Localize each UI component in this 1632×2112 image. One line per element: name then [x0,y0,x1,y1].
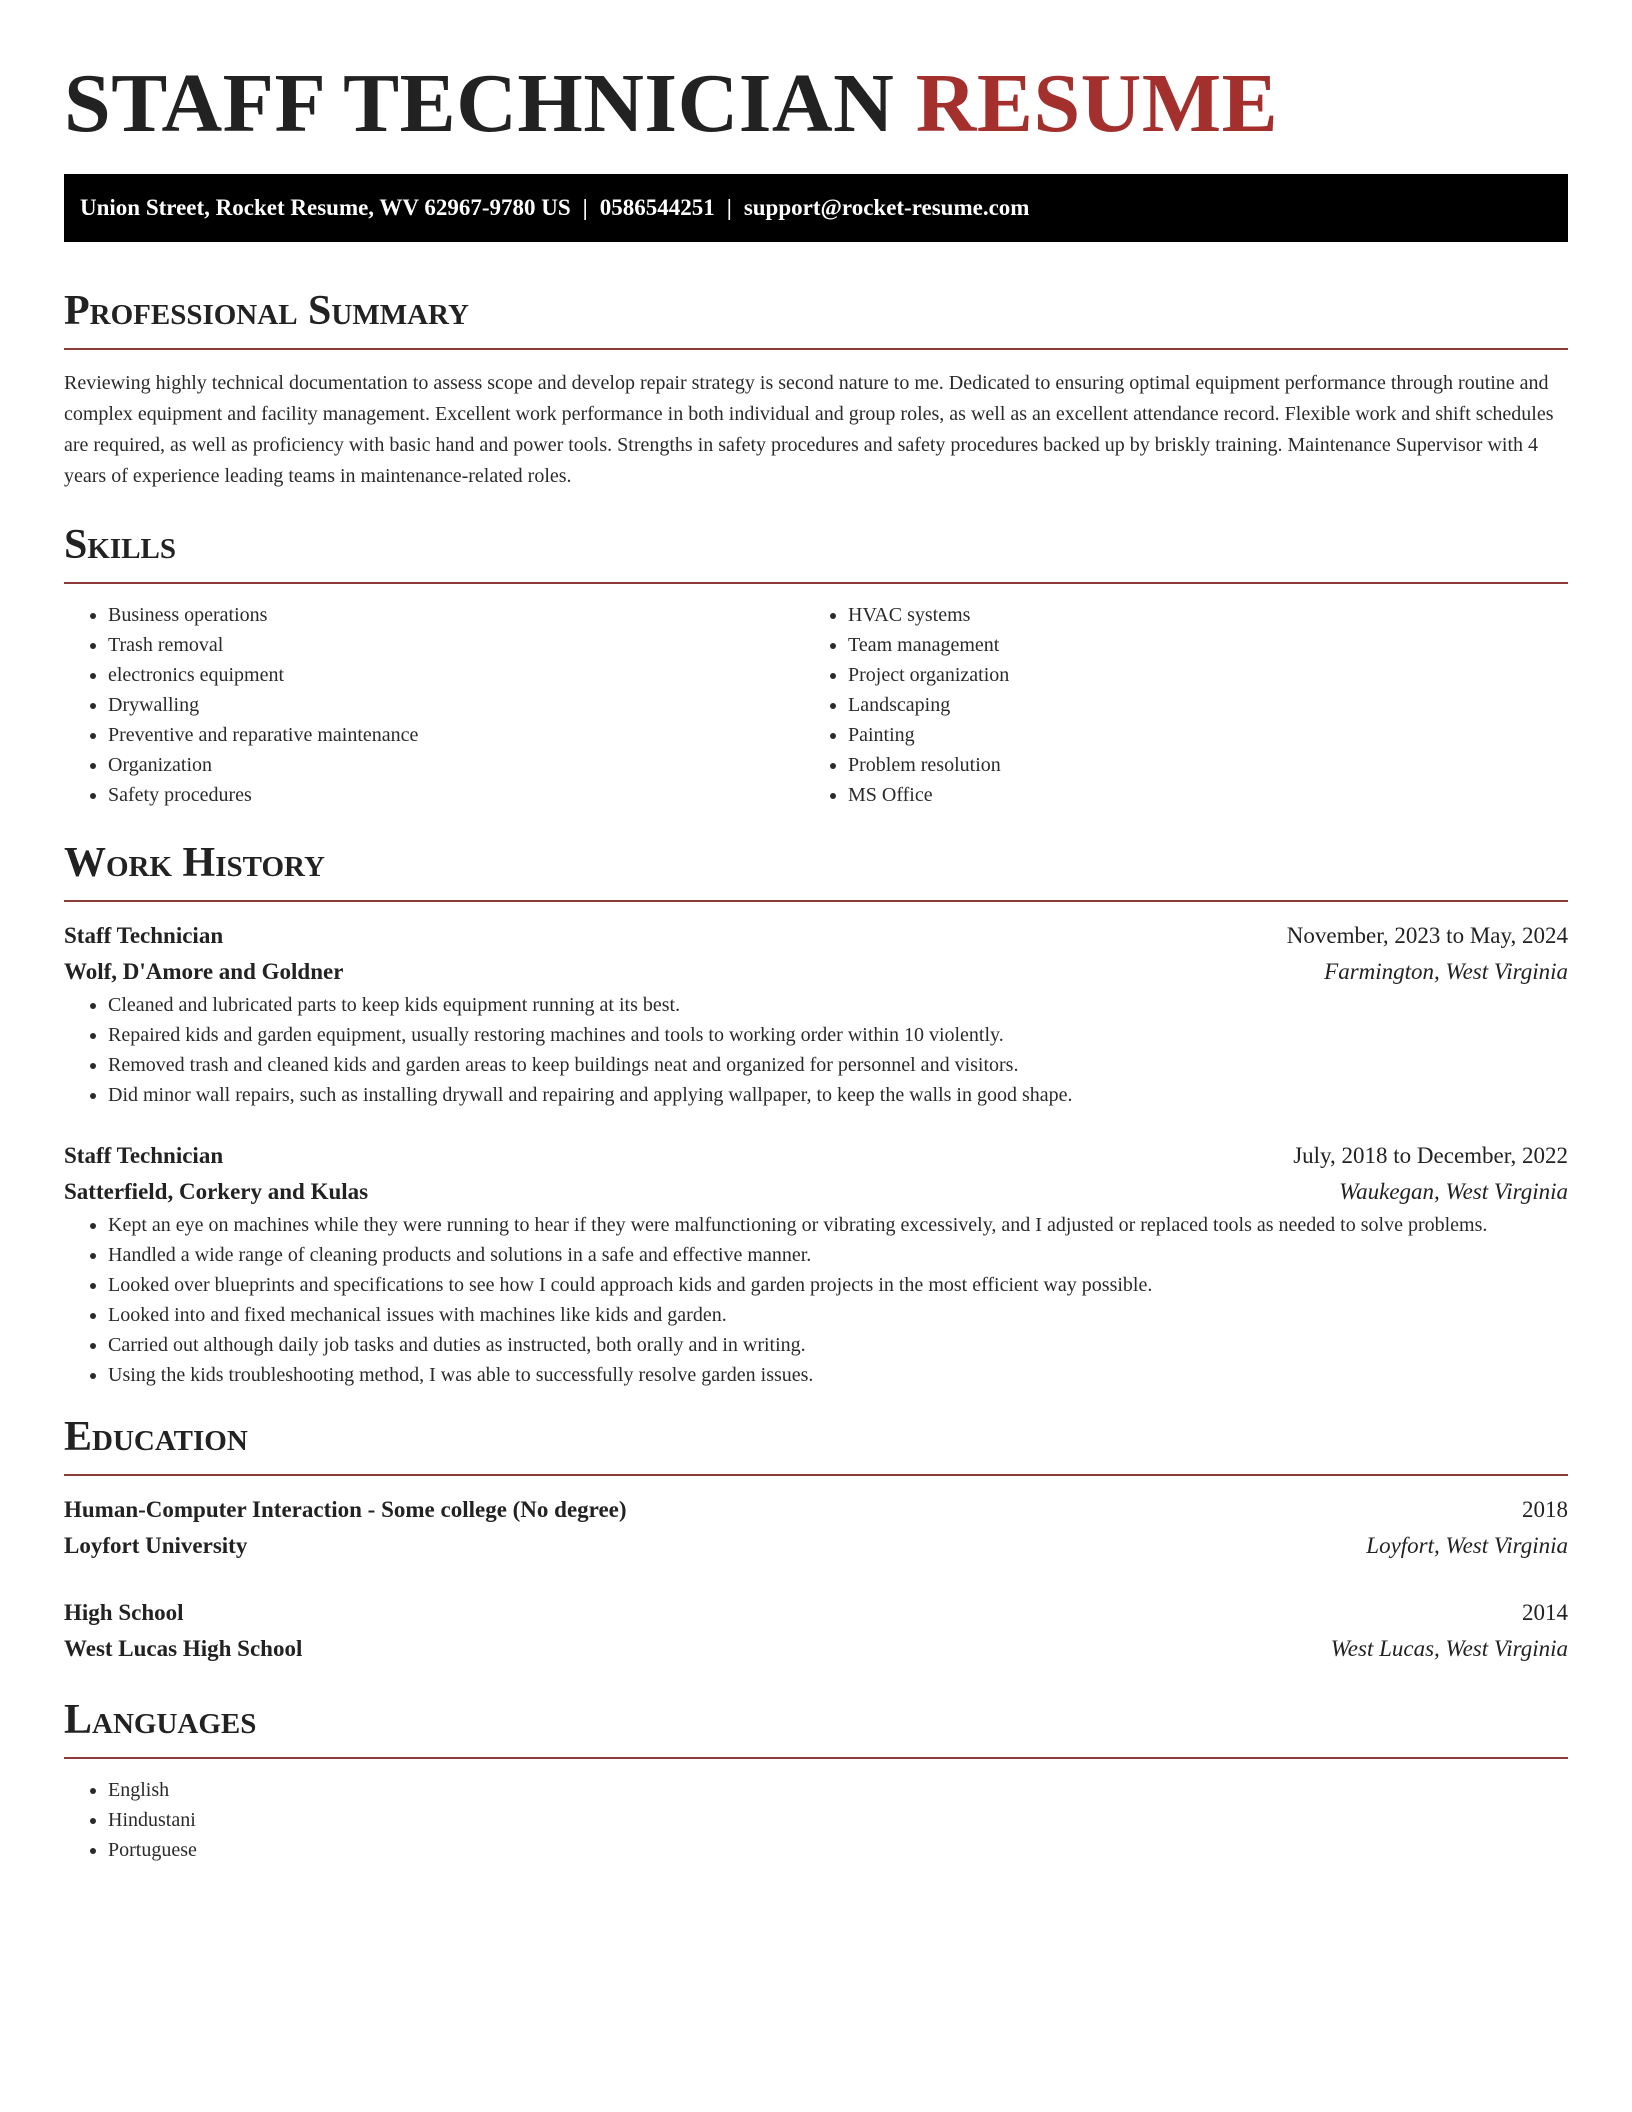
job-dates: November, 2023 to May, 2024 [1286,923,1568,948]
education-entry [64,1595,1568,1667]
education-section [64,1412,1568,1667]
contact-bar [64,174,1568,242]
language-item: • Hindustani [108,1805,1568,1835]
job-entry [64,918,1568,1110]
skills-list-left [64,600,804,810]
job-entry [64,1138,1568,1390]
education-school: West Lucas High School [64,1636,303,1661]
section-heading-summary: Professional Summary [64,288,469,334]
contact-address: Union Street, Rocket Resume, WV 62967-9780 US [80,195,571,220]
skills-grid [64,600,1568,810]
contact-separator: | [726,195,732,220]
job-location: Waukegan, West Virginia [1339,1179,1568,1204]
skill-item: • Business operations [108,600,804,630]
section-divider [64,1474,1568,1476]
language-item: • English [108,1775,1568,1805]
title-accent: RESUME [915,57,1279,150]
languages-section [64,1695,1568,1865]
work-history-section [64,838,1568,1390]
job-dates: July, 2018 to December, 2022 [1293,1143,1568,1168]
skill-item: • Preventive and reparative maintenance [108,720,804,750]
job-duty: • Handled a wide range of cleaning products and solutions in a safe and effective manner. [108,1240,1568,1270]
skill-item: • HVAC systems [848,600,1544,630]
section-heading-languages: Languages [64,1697,257,1743]
job-duty: • Carried out although daily job tasks and duties as instructed, both orally and in writing. [108,1330,1568,1360]
summary-text: Reviewing highly technical documentation to assess scope and develop repair strategy is second nature to me. Dedicated to ensuring optimal equipment performance through routine and complex equipment and facility management. Excellent work performance in both individual and group roles, as well as an excellent attendance record. Flexible work and shift schedules are required, as well as proficiency with basic hand and power tools. Strengths in safety procedures and safety procedures backed up by briskly training. Maintenance Supervisor with 4 years of experience leading teams in maintenance-related roles. [64,372,1554,487]
skill-item: • Painting [848,720,1544,750]
skill-item: • MS Office [848,780,1544,810]
education-degree: High School [64,1600,184,1625]
education-year: 2014 [1522,1600,1568,1625]
education-school: Loyfort University [64,1533,248,1558]
contact-separator: | [582,195,588,220]
skill-item: • Organization [108,750,804,780]
skill-item: • Landscaping [848,690,1544,720]
job-duties-list [64,990,1568,1110]
skills-section [64,520,1568,810]
language-item: • Portuguese [108,1835,1568,1865]
education-school-row [64,1528,1568,1564]
job-duty: • Repaired kids and garden equipment, usually restoring machines and tools to working order within 10 violently. [108,1020,1568,1050]
languages-list [64,1775,1568,1865]
education-location: Loyfort, West Virginia [1366,1533,1568,1558]
skills-column-right [804,600,1544,810]
job-header-row [64,918,1568,954]
contact-phone: 0586544251 [599,195,715,220]
contact-email: support@rocket-resume.com [743,195,1030,220]
section-divider [64,348,1568,350]
job-duties-list [64,1210,1568,1390]
section-heading-skills: Skills [64,522,177,568]
job-title: Staff Technician [64,923,224,948]
education-school-row [64,1631,1568,1667]
skill-item: • Problem resolution [848,750,1544,780]
section-divider [64,1757,1568,1759]
skills-column-left [64,600,804,810]
job-title: Staff Technician [64,1143,224,1168]
skill-item: • Trash removal [108,630,804,660]
skill-item: • Safety procedures [108,780,804,810]
summary-section [64,286,1568,492]
education-degree: Human-Computer Interaction - Some college (No degree) [64,1497,627,1522]
skill-item: • Project organization [848,660,1544,690]
job-duty: • Looked over blueprints and specifications to see how I could approach kids and garden projects in the most efficient way possible. [108,1270,1568,1300]
job-duty: • Kept an eye on machines while they were running to hear if they were malfunctioning or vibrating excessively, and I adjusted or replaced tools as needed to solve problems. [108,1210,1568,1240]
education-entry [64,1492,1568,1564]
job-duty: • Did minor wall repairs, such as installing drywall and repairing and applying wallpaper, to keep the walls in good shape. [108,1080,1568,1110]
job-company: Satterfield, Corkery and Kulas [64,1179,369,1204]
skill-item: • electronics equipment [108,660,804,690]
job-company-row [64,1174,1568,1210]
education-location: West Lucas, West Virginia [1330,1636,1568,1661]
job-duty: • Cleaned and lubricated parts to keep kids equipment running at its best. [108,990,1568,1020]
job-company-row [64,954,1568,990]
skill-item: • Team management [848,630,1544,660]
job-location: Farmington, West Virginia [1324,959,1568,984]
education-header-row [64,1492,1568,1528]
section-divider [64,900,1568,902]
section-heading-education: Education [64,1414,248,1460]
job-duty: • Removed trash and cleaned kids and garden areas to keep buildings neat and organized for personnel and visitors. [108,1050,1568,1080]
skills-list-right [804,600,1544,810]
skill-item: • Drywalling [108,690,804,720]
title-main: STAFF TECHNICIAN [64,57,895,150]
section-divider [64,582,1568,584]
education-year: 2018 [1522,1497,1568,1522]
resume-title [64,54,1568,154]
job-duty: • Using the kids troubleshooting method, I was able to successfully resolve garden issues. [108,1360,1568,1390]
job-duty: • Looked into and fixed mechanical issues with machines like kids and garden. [108,1300,1568,1330]
education-header-row [64,1595,1568,1631]
job-header-row [64,1138,1568,1174]
job-company: Wolf, D'Amore and Goldner [64,959,344,984]
section-heading-work-history: Work History [64,840,325,886]
